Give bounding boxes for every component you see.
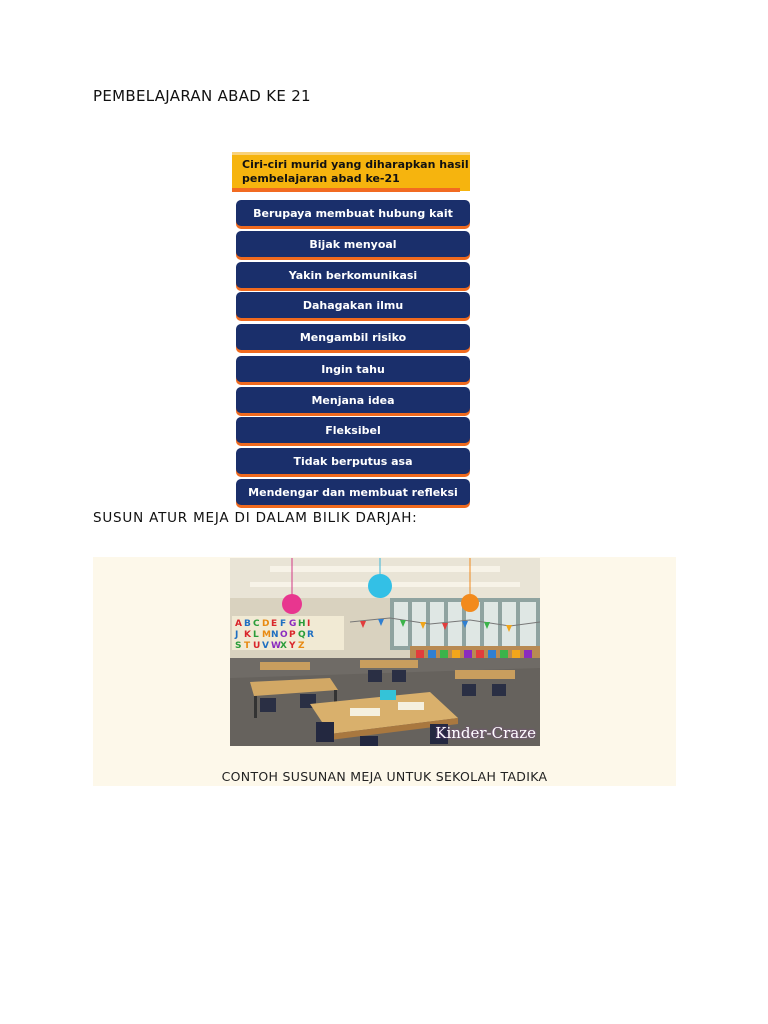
- infographic-item: Dahagakan ilmu: [236, 292, 470, 318]
- svg-text:L: L: [253, 630, 259, 640]
- svg-text:P: P: [289, 630, 296, 640]
- infographic-item: Mengambil risiko: [236, 324, 470, 350]
- page-title: PEMBELAJARAN ABAD KE 21: [93, 87, 311, 105]
- classroom-photo: [230, 558, 540, 746]
- infographic-item: Mendengar dan membuat refleksi: [236, 479, 470, 505]
- infographic-item: Tidak berputus asa: [236, 448, 470, 474]
- infographic-item: Berupaya membuat hubung kait: [236, 200, 470, 226]
- svg-text:U: U: [253, 641, 261, 651]
- svg-text:J: J: [235, 630, 239, 640]
- svg-text:W: W: [271, 641, 281, 651]
- section-heading: SUSUN ATUR MEJA DI DALAM BILIK DARJAH:: [93, 510, 418, 526]
- svg-text:X: X: [280, 641, 287, 651]
- svg-text:G: G: [289, 619, 297, 629]
- svg-text:B: B: [244, 619, 251, 629]
- svg-text:S: S: [235, 641, 242, 651]
- infographic-item: Ingin tahu: [236, 356, 470, 382]
- svg-text:R: R: [307, 630, 314, 640]
- svg-text:N: N: [271, 630, 279, 640]
- svg-text:H: H: [298, 619, 306, 629]
- svg-text:C: C: [253, 619, 260, 629]
- svg-text:Y: Y: [289, 641, 296, 651]
- svg-text:D: D: [262, 619, 270, 629]
- svg-text:O: O: [280, 630, 288, 640]
- photo-caption: CONTOH SUSUNAN MEJA UNTUK SEKOLAH TADIKA: [221, 769, 548, 784]
- infographic-header: [232, 152, 470, 191]
- infographic-header-bar: [232, 188, 460, 192]
- photo-watermark: Kinder-Craze: [435, 724, 536, 742]
- infographic-header-text: Ciri-ciri murid yang diharapkan hasil pembelajaran abad ke-21: [242, 158, 469, 185]
- svg-text:M: M: [262, 630, 271, 640]
- svg-text:A: A: [235, 619, 242, 629]
- svg-text:Q: Q: [298, 630, 306, 640]
- svg-text:K: K: [244, 630, 251, 640]
- characteristics-infographic: [232, 150, 472, 508]
- infographic-item: Fleksibel: [236, 417, 470, 443]
- svg-text:I: I: [307, 619, 311, 629]
- svg-text:T: T: [244, 641, 251, 651]
- svg-text:V: V: [262, 641, 269, 651]
- infographic-item: Yakin berkomunikasi: [236, 262, 470, 288]
- svg-text:E: E: [271, 619, 278, 629]
- svg-text:F: F: [280, 619, 287, 629]
- svg-text:Z: Z: [298, 641, 305, 651]
- infographic-item: Menjana idea: [236, 387, 470, 413]
- infographic-item: Bijak menyoal: [236, 231, 470, 257]
- photo-panel: [93, 557, 676, 786]
